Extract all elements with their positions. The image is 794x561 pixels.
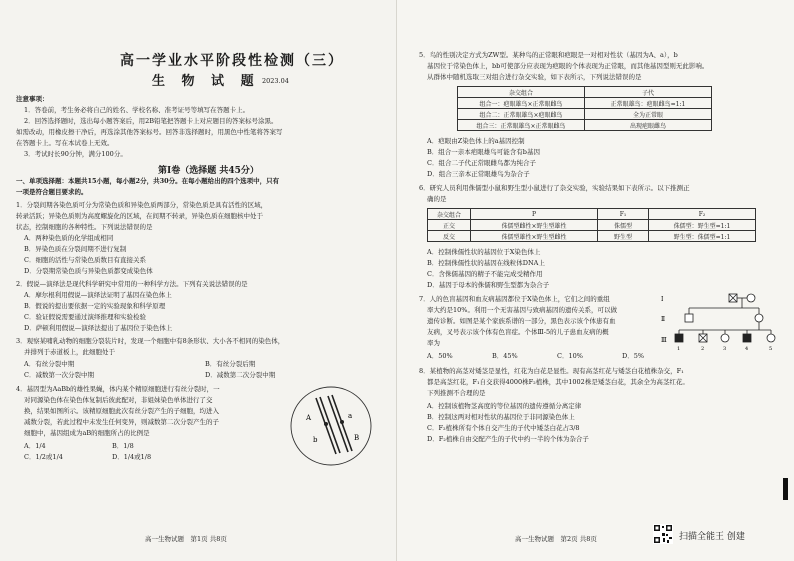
scanner-watermark: 扫描全能王 创建 [679, 532, 745, 542]
part-title: 第Ⅰ卷（选择题 共45分） [158, 166, 259, 176]
qr-code-icon [653, 524, 673, 544]
q2-option: B．假说的提出要依据一定的实验现象和科学原理 [24, 302, 166, 310]
q5-option: C．组合二子代正常眼雌鸟都为纯合子 [427, 159, 536, 167]
q7-option: B．45% [492, 352, 518, 360]
q6-table-header: F₂ [649, 209, 756, 220]
q1-stem: 1．分裂间期各染色质可分为常染色质和异染色质两部分，常染色质是具有活性的区域， [16, 201, 268, 209]
q6-table-cell: 侏儒型雄性×野生型雌性 [471, 231, 598, 242]
q6-table-header: F₁ [598, 209, 649, 220]
q6-table-header: 杂交组合 [428, 209, 471, 220]
q4-option: B．1/8 [112, 442, 134, 450]
figure-label: B [354, 434, 360, 442]
q8-stem: 都是高茎红花，F₁自交获得4000株F₂植株，其中1002株是矮茎白花，其余全为高茎红花。 [427, 378, 689, 386]
q6-option: B．控制侏儒性状的基因在线粒体DNA上 [427, 259, 545, 267]
q4-stem: 换，结果如图所示。该精原细胞此次有丝分裂产生的子细胞，均进入 [24, 407, 219, 415]
page-footer: 高一生物试题 第2页 共8页 [515, 535, 597, 543]
q5-table-header: 子代 [585, 87, 712, 98]
q7-option: A．50% [427, 352, 453, 360]
q8-stem: 下列推测不合理的是 [427, 389, 486, 397]
chromosome-figure [286, 384, 376, 468]
q8-option: D．F₂植株自由交配产生的子代中约一半的个体为杂合子 [427, 435, 589, 443]
q3-option: B．有丝分裂后期 [205, 360, 256, 368]
q5-option: B．组合一亲本疤眼雄鸟可能含有b基因 [427, 148, 540, 156]
q6-table-cell: 反交 [428, 231, 471, 242]
q5-table-header: 杂交组合 [458, 87, 585, 98]
q4-stem: 减数分裂，若此过程中未发生任何变异，则减数第二次分裂产生的子 [24, 418, 219, 426]
note-line: 在答题卡上。写在本试卷上无效。 [16, 139, 114, 147]
q7-option: D．5% [622, 352, 645, 360]
q5-table-cell: 全为正常眼 [585, 109, 712, 120]
q6-table-cell: 野生型 [598, 231, 649, 242]
individual-number: 1 [677, 346, 681, 352]
q1-option: B．异染色质在分裂间期不进行复制 [24, 245, 127, 253]
q5-table-cell: 正常眼雄鸟：疤眼雌鸟=1:1 [585, 98, 712, 109]
scan-edge-mark [783, 478, 788, 500]
q3-option: A．有丝分裂中期 [24, 360, 75, 368]
q5-table-cell: 出现疤眼雌鸟 [585, 120, 712, 131]
q8-stem: 8．某植物的高茎对矮茎是显性，红花为白花是显性。现有高茎红花与矮茎白花植株杂交，F₁ [419, 367, 684, 375]
q2-stem: 2．假说—演绎法是现代科学研究中常用的一种科学方法。下列有关说法错误的是 [16, 280, 248, 288]
q4-stem: 4．基因型为AaBb的雄性果蝇，体内某个精原细胞进行有丝分裂时，一 [16, 385, 220, 393]
right-page [397, 0, 794, 561]
q2-option: A．摩尔根利用假说—演绎法证明了基因在染色体上 [24, 291, 172, 299]
q6-table [427, 208, 756, 242]
figure-label: a [348, 412, 353, 420]
q6-table-cell: 野生型：侏儒型=1:1 [649, 231, 756, 242]
note-line: 1．答卷前，考生务必将自己的姓名、学校名称、准考证号等填写在答题卡上。 [24, 106, 250, 114]
note-line: 3．考试时长90分钟，满分100分。 [24, 150, 127, 158]
exam-title: 高一学业水平阶段性检测（三） [120, 53, 344, 69]
figure-label: A [306, 414, 312, 422]
q5-table-cell: 组合三：正常眼雄鸟×正常眼雌鸟 [458, 120, 585, 131]
q5-table [457, 86, 712, 131]
q6-table-cell: 侏儒型 [598, 220, 649, 231]
generation-label: Ⅲ [661, 337, 667, 344]
q4-option: C．1/2或1/4 [24, 453, 63, 461]
q8-option: B．控制这两对相对性状的基因位于非同源染色体上 [427, 413, 575, 421]
section-heading: 一、单项选择题：本题共15小题，每小题2分，共30分。在每小题给出的四个选项中，只有 [16, 177, 280, 185]
q4-option: A．1/4 [24, 442, 46, 450]
q7-stem: 率大约是10%。利用一个无害基因与致病基因的遗传关系，可以做 [427, 306, 617, 314]
q2-option: D．萨顿利用假说—演绎法提出了基因位于染色体上 [24, 324, 173, 332]
subject-title: 生 物 试 题 [152, 74, 260, 89]
individual-number: 3 [723, 346, 727, 352]
q8-option: C．F₂植株所有个体自交产生的子代中矮茎白花占3/8 [427, 424, 580, 432]
q3-option: C．减数第一次分裂中期 [24, 371, 94, 379]
generation-label: Ⅱ [661, 316, 666, 323]
q6-table-cell: 侏儒型：野生型=1:1 [649, 220, 756, 231]
q5-stem: 5．鸟的性别决定方式为ZW型。某种鸟的正常眼和疤眼是一对相对性状（基因为A、a），b [419, 51, 678, 59]
q1-option: A．两种染色质的化学组成相同 [24, 234, 114, 242]
q6-stem: 确的是 [427, 195, 447, 203]
q6-option: D．基因于母本的侏儒和野生型都为杂合子 [427, 281, 550, 289]
q5-option: D．组合三亲本正常眼雄鸟为杂合子 [427, 170, 530, 178]
individual-number: 5 [769, 346, 773, 352]
q5-stem: 基因位于常染色体上，bb可使部分应表现为疤眼的个体表现为正常眼，而其他基因型则无此影响。 [427, 62, 709, 70]
q6-table-header: P [471, 209, 598, 220]
notes-header: 注意事项： [16, 95, 49, 103]
q1-stem: 转录活跃；异染色质则为高度螺旋化的区域，在间期不转录，异染色质在细胞核中处于 [16, 212, 263, 220]
exam-date: 2023.04 [262, 77, 289, 85]
q2-option: C．验证假说需要通过演绎推理和实验检验 [24, 313, 146, 321]
q1-stem: 状态，控制细胞的各种特性。下列说法错误的是 [16, 223, 153, 231]
q7-stem: 率为 [427, 339, 440, 347]
q7-option: C．10% [557, 352, 583, 360]
q5-stem: 从群体中随机选取三对组合进行杂交实验，如下表所示，下列说法错误的是 [427, 73, 642, 81]
q6-option: A．控制侏儒性状的基因位于X染色体上 [427, 248, 541, 256]
q1-option: C．细胞的活性与常染色质数目有直接关系 [24, 256, 146, 264]
q5-option: A．疤眼由Z染色体上的a基因控制 [427, 137, 525, 145]
q4-stem: 对同源染色体在染色体复制后彼此配对，非姐妹染色单体进行了交 [24, 396, 213, 404]
q3-stem: 3．观察某哺乳动物的细胞分裂装片时，发现一个细胞中有8条形状、大小各不相同的染色体， [16, 337, 285, 345]
q7-stem: 遗传诊断。如图是某个家族系谱的一部分，黑色表示该个体患有血 [427, 317, 616, 325]
q3-stem: 并排列于赤道板上，此细胞处于 [24, 348, 115, 356]
q7-stem: 友病，叉号表示该个体有色盲症。个体Ⅲ-5的儿子患血友病的概 [427, 328, 609, 336]
q7-stem: 7．人的色盲基因和血友病基因都位于X染色体上，它们之间的重组 [419, 295, 610, 303]
note-line: 2．回答选择题时，选出每小题答案后，用2B铅笔把答题卡上对应题目的答案标号涂黑。 [24, 117, 278, 125]
q6-option: C．含侏儒基因的精子不能完成受精作用 [427, 270, 543, 278]
pedigree-figure [659, 290, 781, 352]
individual-number: 2 [701, 346, 705, 352]
q5-table-cell: 组合一：疤眼雄鸟×正常眼雌鸟 [458, 98, 585, 109]
q4-option: D．1/4或1/8 [112, 453, 152, 461]
figure-label: b [313, 436, 318, 444]
generation-label: Ⅰ [661, 296, 664, 303]
q4-stem: 细胞中，基因组成为aB的细胞所占的比例是 [24, 429, 150, 437]
q6-table-cell: 侏儒型雌性×野生型雄性 [471, 220, 598, 231]
page-footer: 高一生物试题 第1页 共8页 [145, 535, 227, 543]
q1-option: D．分裂期常染色质与异染色质都变成染色体 [24, 267, 153, 275]
section-heading: 一项是符合题目要求的。 [16, 188, 88, 196]
q5-table-cell: 组合二：正常眼雄鸟×疤眼雌鸟 [458, 109, 585, 120]
note-line: 如需改动，用橡皮擦干净后，再选涂其他答案标号。回答非选择题时，用黑色中性笔将答案写 [16, 128, 283, 136]
individual-number: 4 [745, 346, 749, 352]
q6-table-cell: 正交 [428, 220, 471, 231]
q8-option: A．控制该植物茎高度的等位基因的遗传遵循分离定律 [427, 402, 582, 410]
q6-stem: 6．研究人员利用侏儒型小鼠和野生型小鼠进行了杂交实验，实验结果如下表所示。以下推测正 [419, 184, 690, 192]
q3-option: D．减数第二次分裂中期 [205, 371, 276, 379]
